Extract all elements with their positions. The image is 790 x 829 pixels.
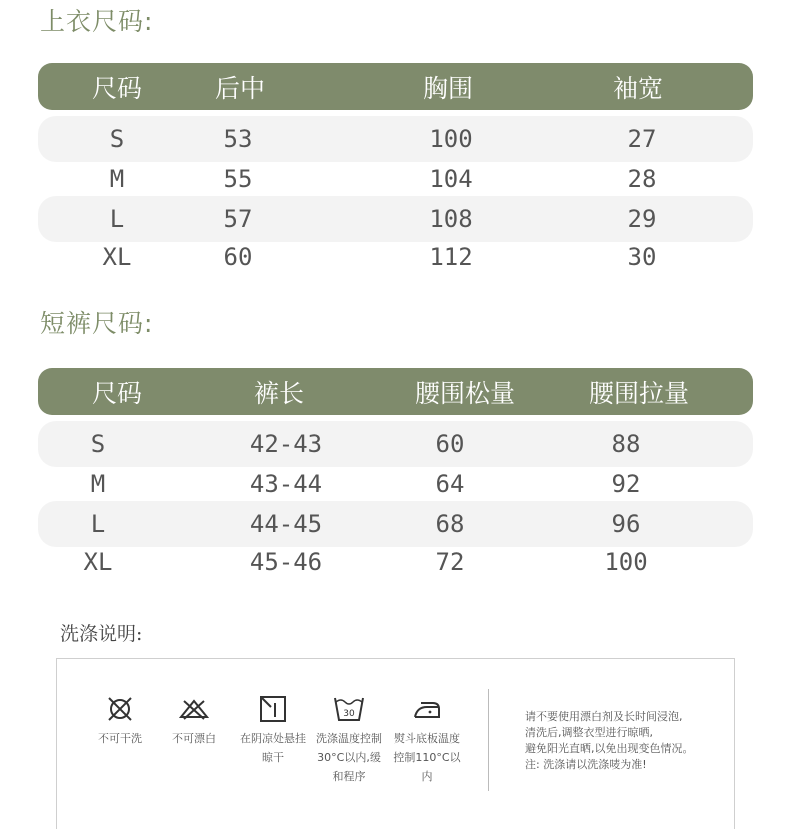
table-row: [38, 421, 753, 467]
care-item-iron: [389, 695, 465, 786]
cell-waist-relaxed: 60: [435, 430, 465, 458]
cell-size: XL: [102, 243, 132, 271]
header-back-length: 后中: [214, 73, 266, 103]
table-row: [38, 162, 753, 196]
header-sleeve-width: 袖宽: [612, 73, 664, 103]
care-note-line: 注: 洗涤请以洗涤唛为准!: [525, 758, 647, 771]
cell-sleeve-width: 29: [627, 205, 657, 233]
iron-icon: [411, 695, 443, 723]
cell-waist-stretched: 96: [611, 510, 641, 538]
cell-size: M: [90, 470, 106, 498]
cell-size: S: [109, 125, 125, 153]
care-label-line: 在阴凉处悬挂: [240, 732, 306, 745]
table-row: [38, 196, 753, 242]
cell-waist-stretched: 92: [611, 470, 641, 498]
cell-size: M: [109, 165, 125, 193]
care-divider: [488, 689, 489, 791]
no-dry-clean-icon: [105, 695, 135, 723]
cell-sleeve-width: 28: [627, 165, 657, 193]
cell-waist-stretched: 88: [611, 430, 641, 458]
cell-size: L: [109, 205, 125, 233]
table-row: [38, 547, 753, 577]
table-row: [38, 467, 753, 501]
care-note: [525, 709, 694, 773]
cell-chest: 100: [429, 125, 473, 153]
cell-waist-relaxed: 68: [435, 510, 465, 538]
cell-chest: 104: [429, 165, 473, 193]
care-label-line: 内: [421, 770, 433, 783]
header-waist-relaxed: 腰围松量: [414, 378, 516, 408]
care-label-line: 不可漂白: [172, 732, 216, 745]
header-size: 尺码: [91, 378, 143, 408]
care-label-line: 晾干: [262, 751, 284, 764]
table-row: [38, 116, 753, 162]
table-row: [38, 242, 753, 272]
shorts-section-title: 短裤尺码:: [40, 309, 154, 338]
care-item-wash-temp: [311, 695, 387, 786]
cell-waist-relaxed: 64: [435, 470, 465, 498]
shorts-table-header: [38, 368, 753, 415]
cell-pants-length: 42-43: [249, 430, 323, 458]
cell-chest: 112: [429, 243, 473, 271]
cell-size: L: [90, 510, 106, 538]
care-note-line: 请不要使用漂白剂及长时间浸泡,: [525, 710, 683, 723]
care-item-no-dry-clean: [85, 695, 155, 748]
cell-waist-relaxed: 72: [435, 548, 465, 576]
cell-back-length: 60: [223, 243, 253, 271]
tops-section-title: 上衣尺码:: [40, 7, 154, 36]
header-pants-length: 裤长: [253, 378, 305, 408]
cell-size: XL: [83, 548, 113, 576]
care-instructions-box: [56, 658, 735, 829]
care-note-line: 避免阳光直晒,以免出现变色情况。: [525, 742, 694, 755]
cell-sleeve-width: 30: [627, 243, 657, 271]
tops-size-table: [38, 63, 753, 272]
no-bleach-icon: [178, 695, 210, 723]
care-item-no-bleach: [159, 695, 229, 748]
care-label-line: 30°C以内,缓: [317, 751, 381, 764]
care-label-line: 不可干洗: [98, 732, 142, 745]
shorts-size-table: [38, 368, 753, 577]
cell-back-length: 57: [223, 205, 253, 233]
table-row: [38, 501, 753, 547]
cell-pants-length: 45-46: [249, 548, 323, 576]
line-dry-shade-icon: [258, 695, 288, 723]
wash-30-icon: [333, 695, 365, 723]
cell-chest: 108: [429, 205, 473, 233]
header-size: 尺码: [91, 73, 143, 103]
care-note-line: 清洗后,调整衣型进行晾晒,: [525, 726, 653, 739]
care-label-line: 洗涤温度控制: [316, 732, 382, 745]
cell-pants-length: 43-44: [249, 470, 323, 498]
cell-back-length: 53: [223, 125, 253, 153]
svg-text:30: 30: [343, 709, 355, 719]
care-label-line: 控制110°C以: [393, 751, 461, 764]
care-label-line: 和程序: [332, 770, 366, 783]
cell-sleeve-width: 27: [627, 125, 657, 153]
cell-size: S: [90, 430, 106, 458]
care-label-line: 熨斗底板温度: [394, 732, 460, 745]
care-section-title: 洗涤说明:: [60, 623, 143, 645]
cell-waist-stretched: 100: [604, 548, 648, 576]
header-chest: 胸围: [422, 73, 474, 103]
header-waist-stretched: 腰围拉量: [588, 378, 690, 408]
cell-pants-length: 44-45: [249, 510, 323, 538]
cell-back-length: 55: [223, 165, 253, 193]
care-item-line-dry: [233, 695, 313, 767]
tops-table-header: [38, 63, 753, 110]
